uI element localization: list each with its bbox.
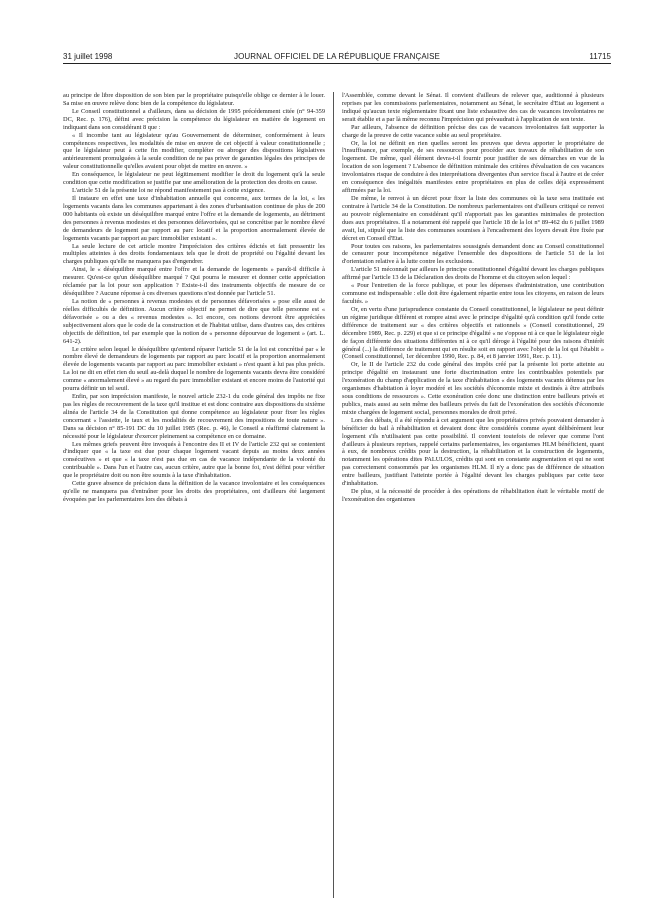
page-number: 11715: [589, 52, 611, 61]
paragraph: La notion de « personnes à revenus modestes et de personnes défavorisées » pose elle aussi de réelles difficultés de définition. Aucun critère objectif ne permet de dire que telle personne est « défavorisée » ou a des « revenus modestes ». Ici encore, ces notions devront être appréciées subjectivement alors que le code de la construction et de l'habitat utilise, dans d'autres cas, des critères objectifs de définition, tel par exemple que la notion de « personne dépourvue de logement » (art. L. 641-2).: [63, 297, 325, 345]
paragraph: « Pour l'entretien de la force publique, et pour les dépenses d'administration, une contribution commune est indispensable : elle doit être également répartie entre tous les citoyens, en raison de leurs facultés. »: [342, 282, 604, 305]
paragraph: Pour toutes ces raisons, les parlementaires soussignés demandent donc au Conseil constitutionnel de censurer pour incompétence négative l'ensemble des dispositions de l'article 51 de la loi d'orientation relative à la lutte contre les exclusions.: [342, 242, 604, 266]
paragraph: Lors des débats, il a été répondu à cet argument que les propriétaires privés pouvaient demander à bénéficier du bail à réhabilitation et devaient donc être considérés comme ayant délibérément leur logement s'ils n'utilisaient pas cette possibilité. Il convient toutefois de relever que comme l'ont d'ailleurs à plusieurs reprises, rappelé certains parlementaires, les organismes HLM bénéficient, quant à eux, de nombreux crédits pour la destruction, la réhabilitation et la construction de logements, notamment les opérations dites PALULOS, crédits qui sont en constante augmentation et qui ne sont pas correctement consommés par les organismes HLM. Il n'y a donc pas de différence de situation entre bailleurs, justifiant l'atteinte portée à l'égalité devant les charges publiques par cette taxe d'inhabitation.: [342, 416, 604, 488]
paragraph: Ainsi, le « déséquilibre marqué entre l'offre et la demande de logements » paraît-il difficile à mesurer. Qu'est-ce qu'un déséquilibre marqué ? Qui pourra le mesurer et donner cette appréciation réclamée par la loi pour son application ? Existe-t-il des instruments objectifs de mesure de ce déséquilibre ? Aucune réponse à ces diverses questions n'est donnée par l'article 51.: [63, 266, 325, 298]
header-rule: [63, 63, 611, 64]
paragraph: Les mêmes griefs peuvent être invoqués à l'encontre des II et IV de l'article 232 qui se contentent d'indiquer que « la taxe est due pour chaque logement vacant depuis au moins deux années consécutives » et que « la taxe n'est pas due en cas de vacance indépendante de la volonté du contribuable ». Dans l'un et l'autre cas, aucun critère, autre que la bonne foi, n'est défini pour vérifier que le propriétaire doit ou non être soumis à la taxe d'inhabitation.: [63, 440, 325, 480]
paragraph: au principe de libre disposition de son bien par le propriétaire puisqu'elle oblige ce dernier à le louer. Sa mise en œuvre relève donc bien de la compétence du législateur.: [63, 92, 325, 107]
paragraph: Le Conseil constitutionnel a d'ailleurs, dans sa décision de 1995 précédemment citée (n° 94-359 DC, Rec. p. 176), défini avec précision la compétence du législateur en matière de logement en indiquant dans son considérant 8 que :: [63, 107, 325, 131]
header-title: JOURNAL OFFICIEL DE LA RÉPUBLIQUE FRANÇAISE: [234, 52, 440, 61]
paragraph: Cette grave absence de précision dans la définition de la vacance involontaire et les conséquences qu'elle ne manquera pas d'entraîner pour les droits des propriétaires, ont d'ailleurs été largement évoquées par les parlementaires lors des débats à: [63, 480, 325, 504]
right-column: [342, 92, 604, 898]
paragraph: L'article 51 méconnaît par ailleurs le principe constitutionnel d'égalité devant les charges publiques affirmé par l'article 13 de la Déclaration des droits de l'homme et du citoyen selon lequel :: [342, 266, 604, 282]
paragraph: En conséquence, le législateur ne peut légitimement modifier le droit du logement qu'à la seule condition que cette modification se justifie par une amélioration de la protection des droits en cause.: [63, 171, 325, 187]
column-divider: [333, 92, 334, 898]
paragraph: l'Assemblée, comme devant le Sénat. Il convient d'ailleurs de relever que, auditionné à plusieurs reprises par les commissions parlementaires, notamment au Sénat, le secrétaire d'Etat au logement a indiqué qu'aucun texte réglementaire fixant une liste exhaustive des cas de vacances involontaires ne serait établie et a par là même reconnu l'imprécision qui prévaudrait à l'application de son texte.: [342, 92, 604, 123]
paragraph: « Il incombe tant au législateur qu'au Gouvernement de déterminer, conformément à leurs compétences respectives, les modalités de mise en œuvre de cet objectif à valeur constitutionnelle ; que le législateur peut à cette fin modifier, compléter ou abroger des dispositions législatives antérieurement promulguées à la seule condition de ne pas priver de garanties légales des principes de valeur constitutionnelle qu'elles avaient pour objet de mettre en œuvre. »: [63, 131, 325, 171]
paragraph: De plus, si la nécessité de procéder à des opérations de réhabilitation était le véritable motif de l'exonération des organismes: [342, 488, 604, 504]
paragraph: Or, en vertu d'une jurisprudence constante du Conseil constitutionnel, le législateur ne peut définir un régime juridique différent et rompre ainsi avec le principe d'égalité qu'à condition qu'il fonde cette différence de traitement sur « des critères objectifs et rationnels » (Conseil constitutionnel, 29 décembre 1989, Rec. p. 229) et que si ce principe d'égalité « ne s'oppose ni à ce que le législateur règle de façon différente des situations différentes ni à ce qu'il déroge à l'égalité pour des raisons d'intérêt général (...) la différence de traitement qui en résulte soit en rapport avec l'objet de la loi qui l'établit » (Conseil constitutionnel, 1er décembre 1990, Rec. p. 84, et 8 janvier 1991, Rec. p. 11).: [342, 305, 604, 361]
paragraph: La seule lecture de cet article montre l'imprécision des critères édictés et fait pressentir les multiples atteintes à des droits fondamentaux tels que le droit de propriété ou l'égalité devant les charges publiques qu'elle ne manquera pas d'engendrer.: [63, 242, 325, 266]
paragraph: L'article 51 de la présente loi ne répond manifestement pas à cette exigence.: [72, 187, 265, 195]
paragraph: Par ailleurs, l'absence de définition précise des cas de vacances involontaires fait supporter la charge de la preuve de cette vacance subie au seul propriétaire.: [342, 123, 604, 139]
paragraph: Or, le II de l'article 232 du code général des impôts créé par la présente loi porte atteinte au principe d'égalité en instaurant une forte discrimination entre les contribuables potentiels par l'exonération du champ d'application de la taxe d'inhabitation « des logements vacants détenus par les organismes d'habitation à loyer modéré et les sociétés d'économie mixte et destinés à être attribués sous conditions de ressources ». Cette exonération crée donc une distinction entre bailleurs privés et publics, mais aussi au sein même des bailleurs privés du fait de l'exonération des sociétés d'économie mixte chargées de logement social, personnes morales de droit privé.: [342, 361, 604, 416]
left-column: [63, 92, 325, 898]
paragraph: De même, le renvoi à un décret pour fixer la liste des communes où la taxe sera instituée est contraire à l'article 34 de la Constitution. De nombreux parlementaires ont d'ailleurs critiqué ce renvoi au pouvoir réglementaire en considérant qu'il n'apportait pas les garanties minimales de protection dues aux propriétaires. Il a notamment été rappelé que l'article 18 de la loi n° 89-462 du 6 juillet 1989 avait, lui, stipulé que la liste des communes soumises à l'encadrement des loyers devait être fixée par décret en Conseil d'Etat.: [342, 194, 604, 242]
paragraph: Il instaure en effet une taxe d'inhabitation annuelle qui concerne, aux termes de la loi, « les logements vacants dans les communes appartenant à des zones d'urbanisation continue de plus de 200 000 habitants où existe un déséquilibre marqué entre l'offre et la demande de logements, au détriment des personnes à revenus modestes et des personnes défavorisées, qui se concrétise par le nombre élevé de demandeurs de logement par rapport au parc locatif et la proportion anormalement élevée de logements vacants par rapport au parc immobilier existant ».: [63, 194, 325, 242]
paragraph: Enfin, par son imprécision manifeste, le nouvel article 232-1 du code général des impôts ne fixe pas les règles de recouvrement de la taxe qu'il institue et est donc contraire aux dispositions du sixième alinéa de l'article 34 de la Constitution qui donne compétence au législateur pour fixer les règles concernant « l'assiette, le taux et les modalités de recouvrement des impositions de toute nature ». Dans sa décision n° 85-191 DC du 10 juillet 1985 (Rec. p. 46), le Conseil a réaffirmé clairement la nécessité pour le législateur d'exercer pleinement sa compétence en ce domaine.: [63, 393, 325, 440]
paragraph: Le critère selon lequel le déséquilibre qu'entend réparer l'article 51 de la loi est concrétisé par « le nombre élevé de demandeurs de logements par rapport au parc locatif et la proportion anormalement élevée de logements vacants par rapport au parc immobilier existant » n'est quant à lui pas plus précis. La loi ne dit en effet rien du seuil au-delà duquel le nombre de logements vacants devra être considéré comme « anormalement élevé » au regard du parc immobilier existant et encore moins de l'autorité qui pourra définir un tel seuil.: [63, 345, 325, 393]
paragraph: Or, la loi ne définit en rien quelles seront les preuves que devra apporter le propriétaire de l'insuffisance, par exemple, de ses ressources pour procéder aux travaux de réhabilitation de son logement. De même, quel élément devra-t-il fournir pour justifier de ses démarches en vue de la location de son logement ? L'absence de définition minimale des critères d'évaluation de ces vacances involontaires risque de conduire à des interprétations divergentes d'un service fiscal à l'autre et de créer en conséquence des inégalités manifestes entre propriétaires en plus de celles déjà expressément affirmées par la loi.: [342, 139, 604, 195]
header-date: 31 juillet 1998: [63, 52, 113, 61]
